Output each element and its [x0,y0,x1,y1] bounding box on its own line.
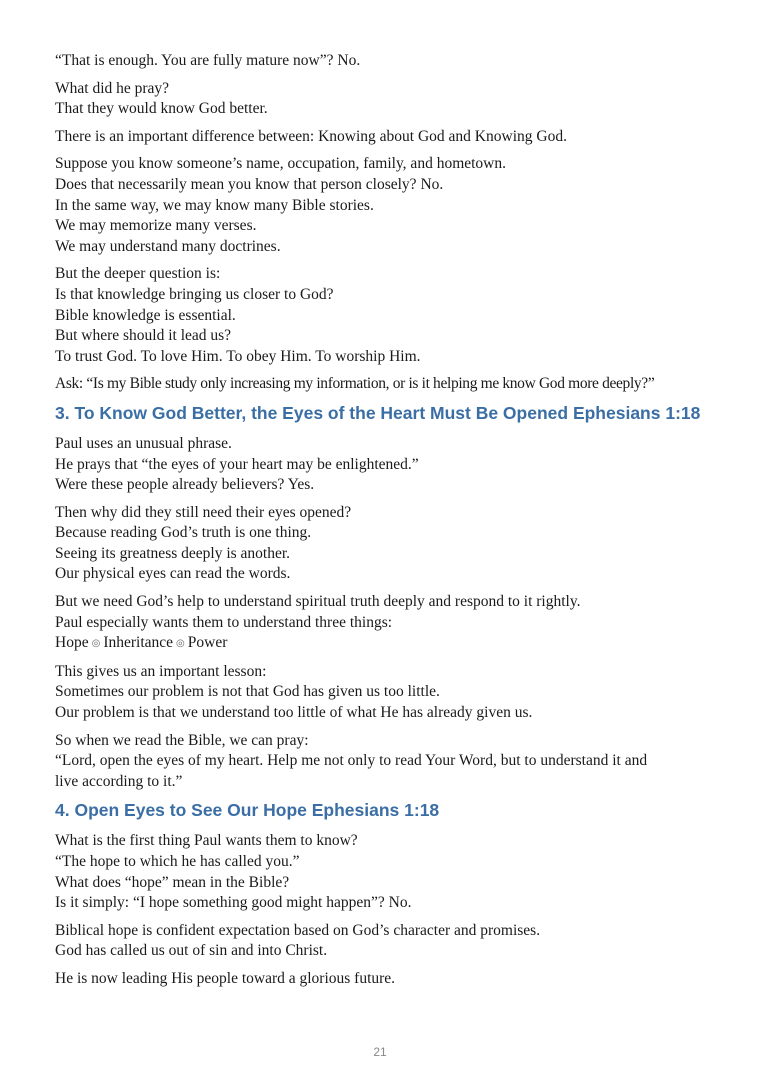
text-line: But we need God’s help to understand spiritual truth deeply and respond to it rightly. [55,593,581,611]
text-line: What did he pray? [55,79,170,97]
paragraph [55,969,725,990]
paragraph [55,831,725,913]
paragraph [55,662,725,724]
paragraph [55,592,725,655]
three-things-list [55,633,725,655]
text-line: Seeing its greatness deeply is another. [55,544,291,562]
text-line: To trust God. To love Him. To obey Him. To worship Him. [55,347,421,365]
text-line: Paul uses an unusual phrase. [55,434,232,452]
paragraph [55,127,725,148]
text-line: “The hope to which he has called you.” [55,853,300,870]
text-line: live according to it.” [55,772,183,790]
paragraph [55,79,725,120]
page-body [55,51,725,997]
text-line: Is that knowledge bringing us closer to God? [55,285,334,303]
text-line: God has called us out of sin and into Christ. [55,942,328,960]
text-line: Then why did they still need their eyes opened? [55,503,352,521]
list-item-hope: Hope [55,634,89,652]
text-line: Paul especially wants them to understand three things: [55,613,393,631]
text-line: But where should it lead us? [55,327,232,345]
paragraph [55,731,725,793]
paragraph [55,51,725,72]
text-line: Bible knowledge is essential. [55,306,236,324]
text-line: Were these people already believers? Yes. [55,476,315,494]
text-line: Our problem is that we understand too little of what He has already given us. [55,704,533,722]
paragraph [55,503,725,585]
paragraph [55,434,725,496]
text-line: He prays that “the eyes of your heart may be enlightened.” [55,455,419,473]
text-line: That they would know God better. [55,100,268,118]
paragraph [55,921,725,962]
text-line: Our physical eyes can read the words. [55,565,291,583]
paragraph [55,264,725,367]
page-number: 21 [373,1045,387,1059]
text-line: Biblical hope is confident expectation based on God’s character and promises. [55,921,541,939]
text-line: Is it simply: “I hope something good might happen”? No. [55,894,412,912]
text-line: He is now leading His people toward a glorious future. [55,969,396,987]
text-line: What does “hope” mean in the Bible? [55,873,290,891]
text-line: There is an important difference between: Knowing about God and Knowing God. [55,127,567,145]
bullet-icon: ◎ [91,638,101,650]
text-line: In the same way, we may know many Bible stories. [55,196,374,214]
text-line: What is the first thing Paul wants them to know? [55,832,358,850]
text-line: “Lord, open the eyes of my heart. Help me not only to read Your Word, but to understand it and [55,752,648,770]
text-line: Because reading God’s truth is one thing. [55,524,312,542]
text-line: Sometimes our problem is not that God has given us too little. [55,683,440,701]
section-heading-3: 3. To Know God Better, the Eyes of the Heart Must Be Opened Ephesians 1:18 [55,402,701,423]
paragraph [55,374,725,395]
list-item-inheritance: Inheritance [103,634,174,652]
text-line: We may understand many doctrines. [55,237,281,255]
paragraph [55,154,725,257]
text-line: Suppose you know someone’s name, occupation, family, and hometown. [55,155,506,173]
text-line: “That is enough. You are fully mature now”? No. [55,52,361,69]
list-item-power: Power [187,634,228,652]
text-line: But the deeper question is: [55,265,221,283]
bullet-icon: ◎ [176,638,185,650]
section-heading-4: 4. Open Eyes to See Our Hope Ephesians 1:18 [55,800,440,821]
text-line: This gives us an important lesson: [55,662,267,680]
text-line: We may memorize many verses. [55,217,257,235]
text-line: Ask: “Is my Bible study only increasing my information, or is it helping me know God more deeply?” [55,375,655,393]
text-line: So when we read the Bible, we can pray: [55,731,309,749]
text-line: Does that necessarily mean you know that person closely? No. [55,175,444,193]
